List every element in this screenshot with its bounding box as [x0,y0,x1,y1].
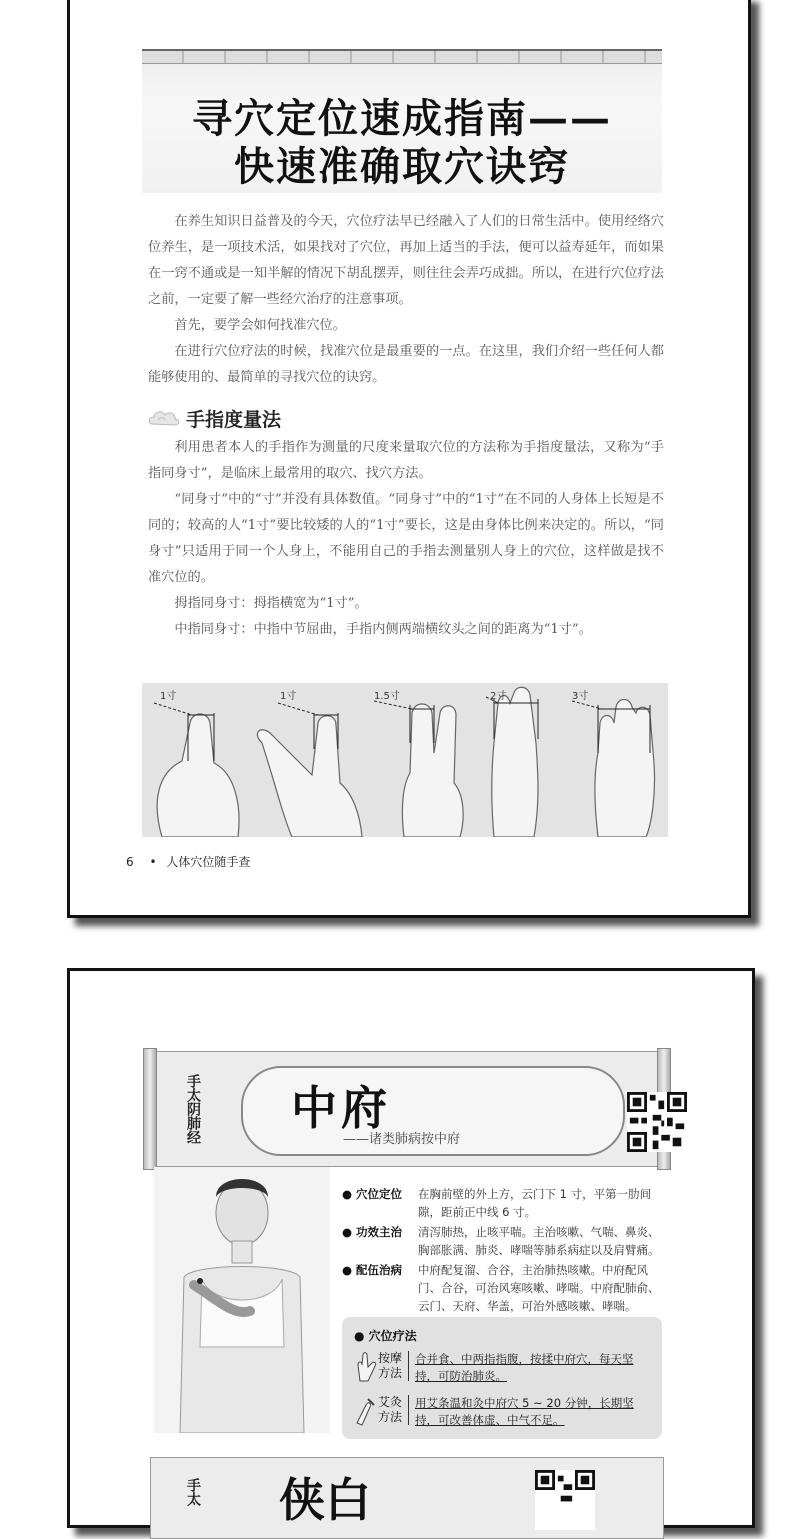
hand-label: 3寸 [572,691,589,702]
title-line-1: 寻穴定位速成指南—— [192,95,612,142]
title-banner [142,49,662,193]
info-value: 中府配复溜、合谷，主治肺热咳嗽。中府配风门、合谷，可治风寒咳嗽、哮喘。中府配肺俞、云门、天府、华盖，可治外感咳嗽、哮喘。 [418,1263,660,1313]
next-acupoint-name: 侠白 [279,1473,371,1527]
acupoint-name-box [241,1066,625,1156]
method-label: 艾灸方法 [378,1395,409,1425]
qr-code-icon [627,1092,687,1152]
decorative-border [142,49,662,64]
body-paragraph: 拇指同身寸：拇指横宽为“1寸”。 [174,596,368,611]
book-page-7 [67,968,755,1528]
meridian-label: 手太 [185,1478,201,1506]
massage-method [354,1351,654,1385]
hand-icon [354,1351,378,1383]
info-value: 清泻肺热，止咳平喘。主治咳嗽、气喘、鼻炎、胸部胀满、肺炎、哮喘等肺系病症以及肩臂痛。 [418,1225,660,1257]
hand-label: 2寸 [490,691,507,702]
intro-text [148,209,664,391]
body-paragraph: 中指同身寸：中指中节屈曲，手指内侧两端横纹头之间的距离为“1寸”。 [174,622,592,637]
info-row [342,1185,668,1221]
method-text: 合并食、中两指指腹，按揉中府穴，每天坚持，可防治肺炎。 [415,1352,634,1383]
bullet-icon: • [149,855,157,869]
therapy-title: ● 穴位疗法 [354,1329,417,1343]
hand-label: 1寸 [280,691,297,702]
acupoint-name: 中府 [291,1081,391,1135]
qr-code-icon [535,1470,595,1530]
acupoint-header-scroll [150,1051,664,1167]
scroll-end [143,1048,157,1170]
intro-paragraph: 在养生知识日益普及的今天，穴位疗法早已经融入了人们的日常生活中。使用经络穴位养生，是一项技术活，如果找对了穴位，再加上适当的手法，便可以益寿延年，而如果在一窍不通或是一知半解的情况下胡乱摆弄，则往往会弄巧成拙。所以，在进行穴位疗法之前，一定要了解一些经穴治疗的注意事项。 [148,214,664,307]
next-acupoint-scroll [150,1457,664,1539]
info-value: 在胸前壁的外上方，云门下 1 寸，平第一肋间隙，距前正中线 6 寸。 [418,1187,652,1219]
acupoint-info [342,1185,668,1317]
info-key: ● 穴位定位 [342,1187,403,1201]
title-line-2: 快速准确取穴诀窍 [234,143,570,190]
method-label: 按摩方法 [378,1351,409,1381]
finger-measure-illustration [142,683,668,837]
acupoint-subtitle: ——诸类肺病按中府 [343,1132,461,1147]
hands-drawing [142,683,668,837]
intro-paragraph: 首先，要学会如何找准穴位。 [174,318,346,333]
page-footer [126,853,250,870]
body-paragraph: 利用患者本人的手指作为测量的尺度来量取穴位的方法称为手指度量法，又称为“手指同身寸”，是临床上最常用的取穴、找穴方法。 [148,440,664,481]
moxa-stick-icon [354,1395,378,1427]
method-text: 用艾条温和灸中府穴 5 ~ 20 分钟，长期坚持，可改善体虚、中气不足。 [415,1396,634,1427]
intro-paragraph: 在进行穴位疗法的时候，找准穴位是最重要的一点。在这里，我们介绍一些任何人都能够使用的、最简单的寻找穴位的诀窍。 [148,344,664,385]
section-title: 手指度量法 [186,409,282,431]
hand-label: 1.5寸 [374,691,400,702]
book-title: 人体穴位随手查 [166,855,251,869]
info-row [342,1261,668,1315]
section-heading [148,405,281,432]
section-body [148,435,664,643]
meridian-label: 手太阴肺经 [185,1074,201,1144]
book-page-6 [67,0,751,918]
cloud-icon [148,408,180,430]
page-number: 6 [126,855,134,869]
info-key: ● 功效主治 [342,1225,403,1239]
model-photo [154,1167,330,1433]
hand-label: 1寸 [160,691,177,702]
moxibustion-method [354,1395,654,1429]
info-key: ● 配伍治病 [342,1263,403,1277]
model-illustration [154,1167,330,1433]
info-row [342,1223,668,1259]
body-paragraph: “同身寸”中的“寸”并没有具体数值。“同身寸”中的“1寸”在不同的人身体上长短是不同的；较高的人“1寸”要比较矮的人的“1寸”要长，这是由身体比例来决定的。所以，“同身寸”只适用于同一个人身上，不能用自己的手指去测量别人身上的穴位，这样做是找不准穴位的。 [148,492,664,585]
therapy-box [342,1317,662,1439]
